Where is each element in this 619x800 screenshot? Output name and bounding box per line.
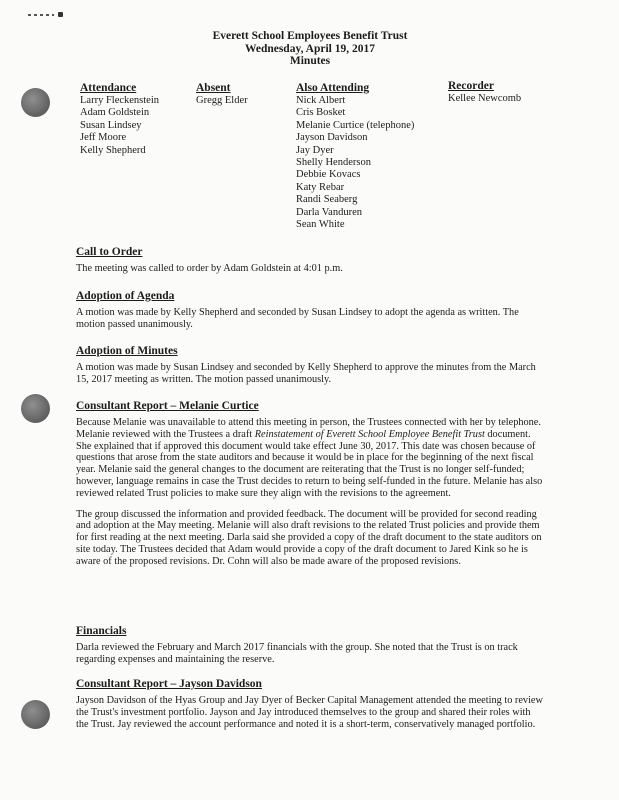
section-paragraph: The group discussed the information and provided feedback. The document will be provided for second reading and adoption at the May meeting. Melanie will also draft revisions to the related Trust policies and provide them for first reading at the next meeting. Darla said she provided a copy of the draft document to the state auditors on site today. The Trustees decided that Adam would provide a copy of the draft document to Jared Kink so he is aware of the proposed revisions. Dr. Cohn will also be made aware of the proposed revisions.	[76, 508, 542, 567]
section-heading: Financials	[76, 625, 127, 637]
attendee-name: Jeff Moore	[80, 132, 127, 144]
section-heading: Adoption of Minutes	[76, 345, 178, 357]
also-attending-name: Cris Bosket	[296, 107, 346, 119]
doc-type: Minutes	[289, 55, 331, 67]
absent-column	[196, 82, 248, 107]
section-heading: Adoption of Agenda	[76, 290, 175, 302]
recorder-name: Kellee Newcomb	[448, 93, 522, 104]
also-attending-name: Debbie Kovacs	[296, 169, 361, 181]
section-paragraph: Darla reviewed the February and March 2017 financials with the group. She noted that the Trust is on track regarding expenses and maintaining the reserve.	[76, 642, 518, 665]
also-attending-name: Melanie Curtice (telephone)	[296, 119, 415, 131]
section-paragraph	[76, 417, 544, 500]
section-adoption-minutes	[76, 345, 544, 386]
scan-artifact	[58, 12, 63, 17]
also-attending-name: Katy Rebar	[296, 181, 345, 193]
also-attending-name: Shelly Henderson	[296, 157, 371, 169]
org-title: Everett School Employees Benefit Trust	[212, 30, 408, 42]
also-attending-name: Jay Dyer	[296, 144, 334, 156]
section-paragraph: Jayson Davidson of the Hyas Group and Jay Dyer of Becker Capital Management attended the meeting to review the Trust's investment portfolio. Jayson and Jay introduced themselves to the group and shared their roles with the Trust. Jay reviewed the account performance and noted it is a short-term, conservatively managed portfolio.	[76, 695, 543, 730]
section-paragraph: A motion was made by Kelly Shepherd and seconded by Susan Lindsey to adopt the agenda as written. The motion passed unanimously.	[76, 307, 519, 330]
also-attending-name: Jayson Davidson	[296, 132, 368, 144]
section-paragraph: A motion was made by Susan Lindsey and seconded by Kelly Shepherd to approve the minutes from the March 15, 2017 meeting as written. The motion passed unanimously.	[76, 362, 536, 385]
section-heading: Consultant Report – Melanie Curtice	[76, 400, 259, 412]
scan-artifact	[28, 14, 54, 16]
section-heading: Call to Order	[76, 246, 143, 258]
section-consultant-davidson	[76, 678, 544, 730]
also-attending-heading: Also Attending	[296, 82, 370, 94]
also-attending-name: Nick Albert	[296, 95, 346, 106]
punch-hole	[21, 700, 50, 729]
absent-heading: Absent	[196, 82, 231, 94]
attendee-name: Adam Goldstein	[80, 107, 150, 119]
section-adoption-agenda	[76, 290, 544, 331]
section-paragraph: The meeting was called to order by Adam Goldstein at 4:01 p.m.	[76, 263, 343, 274]
attendee-name: Susan Lindsey	[80, 119, 142, 131]
paragraph-text: Because Melanie was unavailable to attend this meeting in person, the Trustees connected with her by telephone. Melanie reviewed with the Trustees a draft	[76, 417, 541, 440]
punch-hole	[21, 394, 50, 423]
punch-hole	[21, 88, 50, 117]
also-attending-column	[296, 82, 414, 231]
also-attending-name: Sean White	[296, 219, 345, 231]
meeting-date: Wednesday, April 19, 2017	[244, 42, 376, 55]
attendance-heading: Attendance	[80, 82, 137, 94]
attendance-column	[80, 82, 159, 157]
recorder-column	[448, 80, 521, 105]
document-header	[160, 30, 460, 68]
document-title-text: Reinstatement of Everett School Employee Benefit Trust	[254, 428, 485, 440]
section-financials	[76, 625, 544, 666]
section-heading: Consultant Report – Jayson Davidson	[76, 678, 262, 690]
attendee-name: Larry Fleckenstein	[80, 95, 160, 106]
recorder-heading: Recorder	[448, 80, 494, 92]
section-consultant-curtice	[76, 400, 544, 568]
section-call-to-order	[76, 246, 544, 275]
also-attending-name: Darla Vanduren	[296, 206, 362, 218]
also-attending-name: Randi Seaberg	[296, 194, 358, 206]
attendee-name: Kelly Shepherd	[80, 144, 146, 156]
paragraph-text: document. She explained that if approved this document would take effect June 30, 2017. This date was chosen because of questions that arose from the state auditors and because it would be in place for the beginning of the next fiscal year. Melanie said the general changes to the document are reiterating that the Trust is no longer self-funded; however, language remains in case the Trust decides to return to being self-funded in the future. Melanie has also reviewed related Trust policies to make sure they align with the revisions to the agreement.	[76, 428, 543, 499]
absent-name: Gregg Elder	[196, 95, 248, 106]
